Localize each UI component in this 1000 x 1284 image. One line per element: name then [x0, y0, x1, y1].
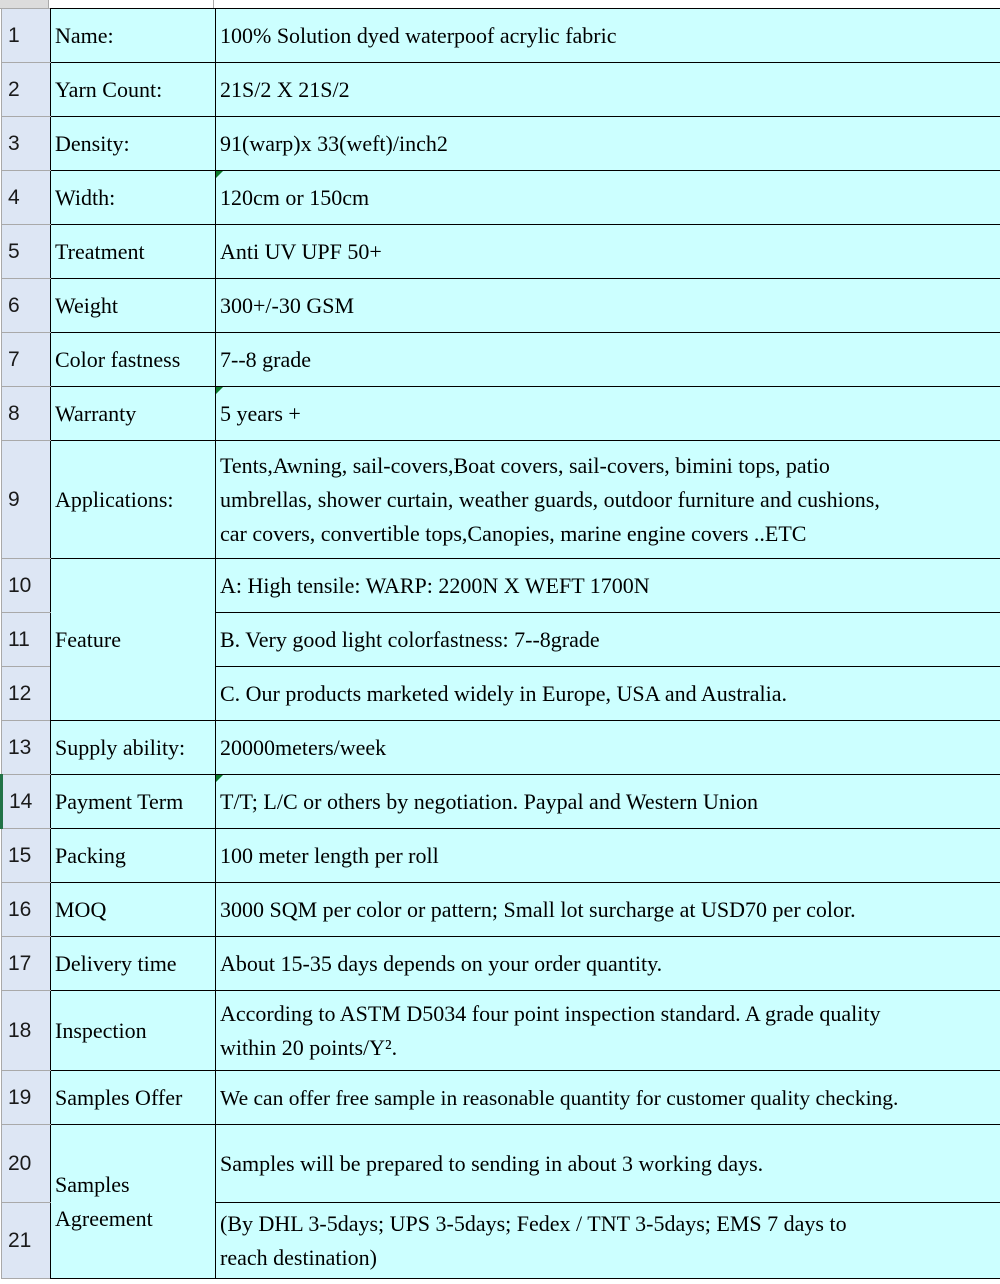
row-header[interactable]: 12 [2, 667, 51, 721]
cell-text: 5 years + [220, 400, 301, 426]
column-header-b[interactable] [49, 0, 214, 8]
value-cell[interactable]: 21S/2 X 21S/2 [216, 63, 1000, 117]
value-cell[interactable]: We can offer free sample in reasonable quantity for customer quality checking. [216, 1071, 1000, 1125]
value-cell[interactable]: 20000meters/week [216, 721, 1000, 775]
value-cell[interactable] [216, 1203, 1000, 1279]
cell-line: Agreement [55, 1205, 153, 1231]
cell-text: 120cm or 150cm [220, 184, 370, 210]
cell-line: umbrellas, shower curtain, weather guards, outdoor furniture and cushions, [220, 486, 880, 512]
cell-text: T/T; L/C or others by negotiation. Paypal and Western Union [220, 788, 758, 814]
table-row [2, 63, 1000, 117]
table-row [2, 9, 1000, 63]
select-all-corner[interactable] [0, 0, 49, 8]
label-cell[interactable]: Samples Offer [51, 1071, 216, 1125]
table-row [2, 883, 1000, 937]
table-row [2, 279, 1000, 333]
table-row [2, 937, 1000, 991]
value-cell[interactable] [216, 171, 1000, 225]
row-header-selected[interactable]: 14 [2, 775, 51, 829]
table-row [2, 1071, 1000, 1125]
value-cell[interactable]: C. Our products marketed widely in Europe, USA and Australia. [216, 667, 1000, 721]
table-row [2, 333, 1000, 387]
table-row [2, 117, 1000, 171]
table-row [2, 387, 1000, 441]
row-header[interactable]: 15 [2, 829, 51, 883]
row-header[interactable]: 3 [2, 117, 51, 171]
row-header[interactable]: 4 [2, 171, 51, 225]
value-cell[interactable]: 100 meter length per roll [216, 829, 1000, 883]
value-cell[interactable]: B. Very good light colorfastness: 7--8grade [216, 613, 1000, 667]
spec-table [0, 8, 1000, 1279]
table-row [2, 991, 1000, 1071]
value-cell[interactable] [216, 775, 1000, 829]
row-header[interactable]: 21 [2, 1203, 51, 1279]
label-cell[interactable]: Applications: [51, 441, 216, 559]
label-cell[interactable]: MOQ [51, 883, 216, 937]
row-header[interactable]: 17 [2, 937, 51, 991]
value-cell[interactable]: 7--8 grade [216, 333, 1000, 387]
row-header[interactable]: 6 [2, 279, 51, 333]
cell-line: reach destination) [220, 1244, 377, 1270]
label-cell[interactable]: Yarn Count: [51, 63, 216, 117]
value-cell[interactable]: Samples will be prepared to sending in about 3 working days. [216, 1125, 1000, 1203]
table-row [2, 559, 1000, 613]
row-header[interactable]: 16 [2, 883, 51, 937]
label-cell-merged[interactable] [51, 1125, 216, 1279]
cell-line: within 20 points/Y². [220, 1034, 398, 1060]
value-cell[interactable]: 100% Solution dyed waterpoof acrylic fabric [216, 9, 1000, 63]
value-cell[interactable] [216, 441, 1000, 559]
label-cell[interactable]: Treatment [51, 225, 216, 279]
row-header[interactable]: 1 [2, 9, 51, 63]
row-header[interactable]: 18 [2, 991, 51, 1071]
row-header[interactable]: 7 [2, 333, 51, 387]
label-cell[interactable]: Width: [51, 171, 216, 225]
value-cell[interactable] [216, 387, 1000, 441]
value-cell[interactable]: 91(warp)x 33(weft)/inch2 [216, 117, 1000, 171]
table-row [2, 1125, 1000, 1203]
label-cell[interactable]: Supply ability: [51, 721, 216, 775]
label-cell[interactable]: Payment Term [51, 775, 216, 829]
row-header[interactable]: 19 [2, 1071, 51, 1125]
row-header[interactable]: 9 [2, 441, 51, 559]
label-cell[interactable]: Density: [51, 117, 216, 171]
row-header[interactable]: 5 [2, 225, 51, 279]
table-row [2, 721, 1000, 775]
cell-line: Tents,Awning, sail-covers,Boat covers, sail-covers, bimini tops, patio [220, 452, 830, 478]
table-row [2, 225, 1000, 279]
label-cell[interactable]: Color fastness [51, 333, 216, 387]
value-cell[interactable]: A: High tensile: WARP: 2200N X WEFT 1700N [216, 559, 1000, 613]
row-header[interactable]: 13 [2, 721, 51, 775]
row-header[interactable]: 8 [2, 387, 51, 441]
value-cell[interactable]: Anti UV UPF 50+ [216, 225, 1000, 279]
label-cell[interactable]: Packing [51, 829, 216, 883]
row-header[interactable]: 11 [2, 613, 51, 667]
row-header[interactable]: 20 [2, 1125, 51, 1203]
label-cell[interactable]: Inspection [51, 991, 216, 1071]
value-cell[interactable]: 3000 SQM per color or pattern; Small lot surcharge at USD70 per color. [216, 883, 1000, 937]
value-cell[interactable]: About 15-35 days depends on your order quantity. [216, 937, 1000, 991]
label-cell[interactable]: Weight [51, 279, 216, 333]
cell-line: car covers, convertible tops,Canopies, marine engine covers ..ETC [220, 520, 807, 546]
label-cell-merged[interactable]: Feature [51, 559, 216, 721]
value-cell[interactable] [216, 991, 1000, 1071]
cell-line: Samples [55, 1171, 130, 1197]
label-cell[interactable]: Warranty [51, 387, 216, 441]
table-row [2, 441, 1000, 559]
label-cell[interactable]: Name: [51, 9, 216, 63]
label-cell[interactable]: Delivery time [51, 937, 216, 991]
value-cell[interactable]: 300+/-30 GSM [216, 279, 1000, 333]
table-row [2, 829, 1000, 883]
row-header[interactable]: 10 [2, 559, 51, 613]
cell-line: (By DHL 3-5days; UPS 3-5days; Fedex / TNT 3-5days; EMS 7 days to [220, 1210, 847, 1236]
table-row [2, 171, 1000, 225]
cell-line: According to ASTM D5034 four point inspection standard. A grade quality [220, 1000, 881, 1026]
table-row [2, 775, 1000, 829]
row-header[interactable]: 2 [2, 63, 51, 117]
